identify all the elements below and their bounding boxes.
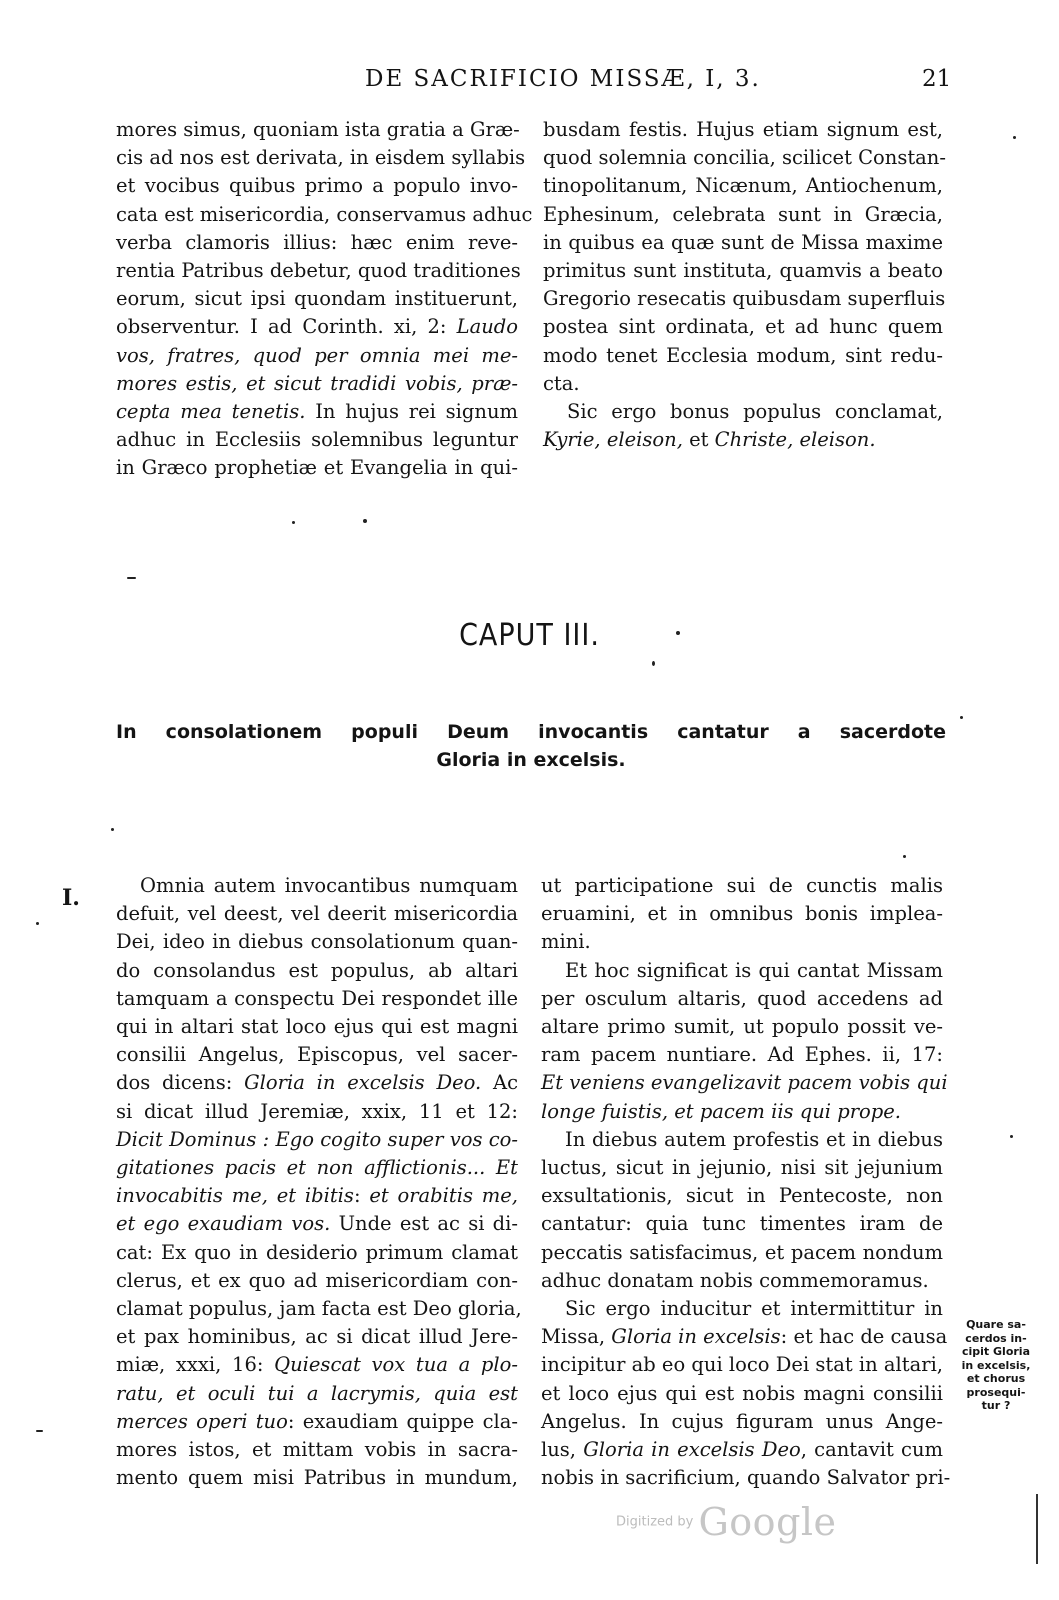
text-run: dos dicens: bbox=[116, 1071, 245, 1095]
text-line: cat: Ex quo in desiderio primum clamat bbox=[116, 1240, 518, 1264]
text-line: exsultationis, sicut in Pentecoste, non bbox=[541, 1184, 943, 1208]
text-run: : et hac de causa bbox=[780, 1325, 948, 1349]
text-line: defuit, vel deest, vel deerit misericordia bbox=[116, 902, 518, 926]
scan-speck bbox=[1013, 136, 1016, 139]
text-line: qui in altari stat loco ejus qui est magni bbox=[116, 1015, 518, 1039]
text-line: nobis in sacrificium, quando Salvator pri- bbox=[541, 1466, 951, 1490]
chapter-subtitle-line: In consolationem populi Deum invocantis cantatur a sacerdote bbox=[116, 721, 946, 743]
quotation-line: ratu, et oculi tui a lacrymis, quia est bbox=[116, 1381, 518, 1405]
text-line: clamat populus, jam facta est Deo gloria, bbox=[116, 1297, 522, 1321]
text-line bbox=[116, 1408, 518, 1436]
text-line: verba clamoris illius: hæc enim reve- bbox=[116, 230, 518, 254]
marginal-note-line: et chorus bbox=[966, 1372, 1026, 1385]
text-run: observentur. I ad Corinth. xi, 2: bbox=[116, 315, 457, 339]
quotation: et orabitis me, bbox=[369, 1184, 518, 1208]
text-run: Unde est ac si di- bbox=[330, 1212, 518, 1236]
text-run: : bbox=[353, 1184, 370, 1208]
google-logo: Google bbox=[698, 1500, 837, 1544]
quotation: Kyrie, eleison, bbox=[543, 428, 683, 452]
page-number: 21 bbox=[922, 66, 952, 92]
quotation: Gloria in excelsis Deo bbox=[583, 1438, 801, 1462]
marginal-note-line: in excelsis, bbox=[961, 1358, 1031, 1372]
text-line: peccatis satisfacimus, et pacem nondum bbox=[541, 1240, 943, 1264]
scan-speck bbox=[1010, 1135, 1013, 1138]
text-line: ram pacem nuntiare. Ad Ephes. ii, 17: bbox=[541, 1043, 943, 1067]
marginal-note-line: tur ? bbox=[981, 1399, 1011, 1412]
running-head-title: DE SACRIFICIO MISSÆ, I, 3. bbox=[365, 66, 761, 92]
text-line: eorum, sicut ipsi quondam instituerunt, bbox=[116, 287, 518, 311]
scan-speck bbox=[676, 631, 680, 635]
paragraph-number: I. bbox=[62, 885, 80, 911]
marginal-note bbox=[946, 1318, 1046, 1413]
text-line: et pax hominibus, ac si dicat illud Jere- bbox=[116, 1325, 518, 1349]
text-line: mento quem misi Patribus in mundum, bbox=[116, 1466, 518, 1490]
top-left-column bbox=[116, 116, 533, 483]
text-line: In diebus autem profestis et in diebus bbox=[565, 1127, 943, 1151]
text-line: altare primo sumit, ut populo possit ve- bbox=[541, 1015, 943, 1039]
quotation: Christe, eleison. bbox=[714, 428, 876, 452]
text-line: in quibus ea quæ sunt de Missa maxime bbox=[543, 230, 943, 254]
text-line: cta. bbox=[543, 371, 580, 395]
quotation-line: Dicit Dominus : Ego cogito super vos co- bbox=[116, 1127, 518, 1151]
quotation-line: vos, fratres, quod per omnia mei me- bbox=[116, 343, 518, 367]
scan-speck bbox=[127, 577, 136, 579]
quotation: Gloria in excelsis bbox=[611, 1325, 781, 1349]
quotation-line: longe fuistis, et pacem iis qui prope. bbox=[541, 1099, 902, 1123]
quotation-line: mores estis, et sicut tradidi vobis, præ- bbox=[116, 371, 518, 395]
chapter-title: CAPUT III. bbox=[459, 618, 600, 653]
text-line: per osculum altaris, quod accedens ad bbox=[541, 986, 943, 1010]
text-line bbox=[116, 1210, 518, 1238]
quotation: Gloria in excelsis Deo. bbox=[244, 1071, 482, 1095]
text-line: do consolandus est populus, ab altari bbox=[116, 958, 518, 982]
text-line: Omnia autem invocantibus numquam bbox=[140, 874, 518, 897]
text-line: rentia Patribus debetur, quod traditiones bbox=[116, 259, 521, 283]
text-line: Dei, ideo in diebus consolationum quan- bbox=[116, 930, 518, 954]
text-line: tamquam a conspectu Dei respondet ille bbox=[116, 986, 518, 1010]
scan-speck bbox=[363, 519, 367, 523]
text-line: si dicat illud Jeremiæ, xxix, 11 et 12: bbox=[116, 1099, 518, 1123]
text-line: Sic ergo bonus populus conclamat, bbox=[567, 400, 943, 424]
text-line: Et hoc significat is qui cantat Missam bbox=[565, 958, 943, 982]
text-line: Sic ergo inducitur et intermittitur in bbox=[565, 1297, 943, 1321]
scan-speck bbox=[960, 716, 963, 719]
text-run: In hujus rei signum bbox=[305, 400, 518, 424]
text-line: eruamini, et in omnibus bonis implea- bbox=[541, 902, 943, 926]
top-right-column bbox=[543, 116, 946, 454]
text-line: clerus, et ex quo ad misericordiam con- bbox=[116, 1268, 518, 1292]
text-line: incipitur ab eo qui loco Dei stat in altari, bbox=[541, 1353, 943, 1377]
text-run: lus, bbox=[541, 1438, 584, 1462]
text-run: miæ, xxxi, 16: bbox=[116, 1353, 275, 1377]
text-line: postea sint ordinata, et ad hunc quem bbox=[543, 315, 943, 339]
text-run: et bbox=[682, 428, 715, 452]
digitized-by-label: Digitized by bbox=[616, 1514, 694, 1530]
scan-speck bbox=[652, 661, 655, 666]
quotation-line: Et veniens evangelizavit pacem vobis qui bbox=[541, 1071, 948, 1095]
text-line: et loco ejus qui est nobis magni consilii bbox=[541, 1381, 943, 1405]
scan-speck bbox=[111, 828, 114, 831]
text-line: Gregorio resecatis quibusdam superfluis bbox=[543, 287, 946, 311]
text-line: luctus, sicut in jejunio, nisi sit jejunium bbox=[541, 1156, 943, 1180]
text-line: tinopolitanum, Nicænum, Antiochenum, bbox=[543, 174, 943, 198]
text-line bbox=[116, 1182, 518, 1210]
text-line: cis ad nos est derivata, in eisdem syllabis bbox=[116, 146, 526, 170]
text-run: : exaudiam quippe cla- bbox=[287, 1409, 518, 1433]
quotation: Quiescat vox tua a plo- bbox=[274, 1353, 518, 1377]
scan-speck bbox=[36, 922, 39, 925]
text-line bbox=[116, 1351, 518, 1379]
text-line: busdam festis. Hujus etiam signum est, bbox=[543, 118, 943, 141]
text-line: et vocibus quibus primo a populo invo- bbox=[116, 174, 518, 198]
bottom-left-column bbox=[116, 872, 522, 1492]
text-line: consilii Angelus, Episcopus, vel sacer- bbox=[116, 1043, 518, 1067]
running-head bbox=[0, 66, 1059, 98]
quotation: cepta mea tenetis. bbox=[116, 400, 306, 424]
text-run: Ac bbox=[481, 1071, 519, 1095]
text-line: ut participatione sui de cunctis malis bbox=[541, 874, 943, 897]
scan-speck bbox=[903, 855, 906, 858]
text-line: cata est misericordia, conservamus adhuc bbox=[116, 202, 533, 226]
text-line bbox=[116, 398, 518, 426]
quotation: merces operi tuo bbox=[116, 1409, 288, 1433]
text-line: quod solemnia concilia, scilicet Constan- bbox=[543, 146, 946, 170]
quotation-line: gitationes pacis et non afflictionis... Et bbox=[116, 1156, 518, 1180]
text-line bbox=[543, 426, 943, 454]
text-line: primitus sunt instituta, quamvis a beato bbox=[543, 259, 943, 283]
text-line: Ephesinum, celebrata sunt in Græcia, bbox=[543, 202, 943, 226]
scan-speck bbox=[292, 521, 295, 524]
text-line bbox=[116, 1069, 518, 1097]
text-line: Angelus. In cujus figuram unus Ange- bbox=[541, 1409, 943, 1433]
text-line: mores simus, quoniam ista gratia a Græ- bbox=[116, 118, 520, 141]
bottom-right-column bbox=[541, 872, 951, 1492]
text-run: , cantavit cum bbox=[800, 1438, 943, 1462]
text-line: modo tenet Ecclesia modum, sint redu- bbox=[543, 343, 943, 367]
marginal-note-line: prosequi- bbox=[966, 1385, 1026, 1399]
scan-speck bbox=[36, 1430, 43, 1432]
text-run: Missa, bbox=[541, 1325, 612, 1349]
text-line: in Græco prophetiæ et Evangelia in qui- bbox=[116, 456, 518, 480]
quotation: et ego exaudiam vos. bbox=[116, 1212, 331, 1236]
scan-edge-line bbox=[1036, 1494, 1038, 1564]
marginal-note-line: Quare sa- bbox=[966, 1318, 1026, 1331]
text-line bbox=[541, 1323, 948, 1351]
text-line: mini. bbox=[541, 930, 591, 954]
quotation: invocabitis me, et ibitis bbox=[116, 1184, 354, 1208]
text-line: cantatur: quia tunc timentes iram de bbox=[541, 1212, 943, 1236]
digitization-watermark bbox=[616, 1500, 837, 1550]
text-line: adhuc donatam nobis commemoramus. bbox=[541, 1268, 929, 1292]
chapter-subtitle-line: Gloria in excelsis. bbox=[436, 749, 626, 771]
marginal-note-line: cipit Gloria bbox=[962, 1345, 1030, 1358]
text-line bbox=[116, 313, 518, 341]
text-line bbox=[541, 1436, 943, 1464]
text-line: mores istos, et mittam vobis in sacra- bbox=[116, 1438, 518, 1462]
text-line: adhuc in Ecclesiis solemnibus leguntur bbox=[116, 428, 518, 452]
marginal-note-line: cerdos in- bbox=[965, 1331, 1027, 1345]
chapter-subtitle bbox=[116, 718, 946, 774]
quotation: Laudo bbox=[456, 315, 518, 339]
